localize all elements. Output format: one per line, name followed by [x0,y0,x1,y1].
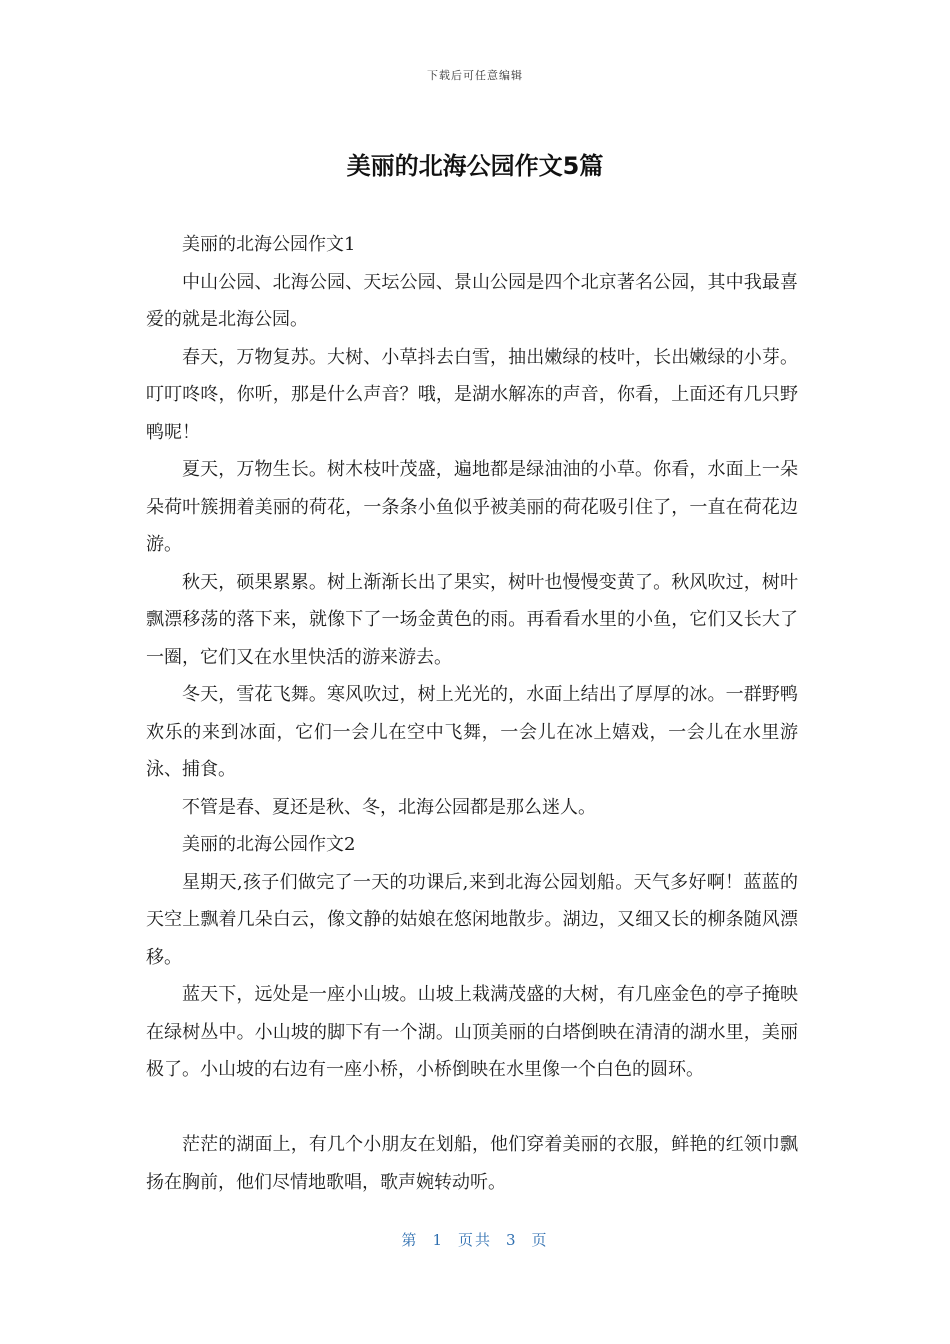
section-heading-2: 美丽的北海公园作文2 [182,834,356,855]
paragraph: 星期天,孩子们做完了一天的功课后,来到北海公园划船。天气多好啊！蓝蓝的天空上飘着几朵白云，像文静的姑娘在悠闲地散步。湖边，又细又长的柳条随风漂移。 [146,871,798,968]
document-body [146,226,798,1201]
section-heading-1: 美丽的北海公园作文1 [182,234,356,255]
paragraph: 蓝天下，远处是一座小山坡。山坡上栽满茂盛的大树，有几座金色的亭子掩映在绿树丛中。小山坡的脚下有一个湖。山顶美丽的白塔倒映在清清的湖水里，美丽极了。小山坡的右边有一座小桥，小桥倒映在水里像一个白色的圆环。 [146,984,798,1080]
footer-middle: 页共 [457,1231,492,1249]
paragraph: 夏天，万物生长。树木枝叶茂盛，遍地都是绿油油的小草。你看，水面上一朵朵荷叶簇拥着美丽的荷花，一条条小鱼似乎被美丽的荷花吸引住了，一直在荷花边游。 [146,459,798,555]
paragraph: 冬天，雪花飞舞。寒风吹过，树上光光的，水面上结出了厚厚的冰。一群野鸭欢乐的来到冰面，它们一会儿在空中飞舞，一会儿在冰上嬉戏，一会儿在水里游泳、捕食。 [146,684,798,780]
document-title: 美丽的北海公园作文5篇 [346,152,604,180]
footer-prefix: 第 [401,1231,419,1249]
paragraph: 中山公园、北海公园、天坛公园、景山公园是四个北京著名公园，其中我最喜爱的就是北海公园。 [146,271,798,330]
footer-suffix: 页 [531,1231,549,1249]
page-footer [0,1229,950,1250]
paragraph: 不管是春、夏还是秋、冬，北海公园都是那么迷人。 [182,796,596,818]
paragraph: 茫茫的湖面上，有几个小朋友在划船，他们穿着美丽的衣服，鲜艳的红领巾飘扬在胸前，他们尽情地歌唱，歌声婉转动听。 [146,1134,798,1193]
paragraph: 秋天，硕果累累。树上渐渐长出了果实，树叶也慢慢变黄了。秋风吹过，树叶飘漂移荡的落下来，就像下了一场金黄色的雨。再看看水里的小鱼，它们又长大了一圈，它们又在水里快活的游来游去。 [146,571,798,668]
footer-page-total: 3 [506,1231,518,1249]
paragraph: 春天，万物复苏。大树、小草抖去白雪，抽出嫩绿的枝叶，长出嫩绿的小芽。叮叮咚咚，你听，那是什么声音？哦，是湖水解冻的声音，你看，上面还有几只野鸭呢！ [146,346,798,443]
footer-page-number: 1 [432,1231,444,1249]
header-note: 下载后可任意编辑 [427,69,523,82]
